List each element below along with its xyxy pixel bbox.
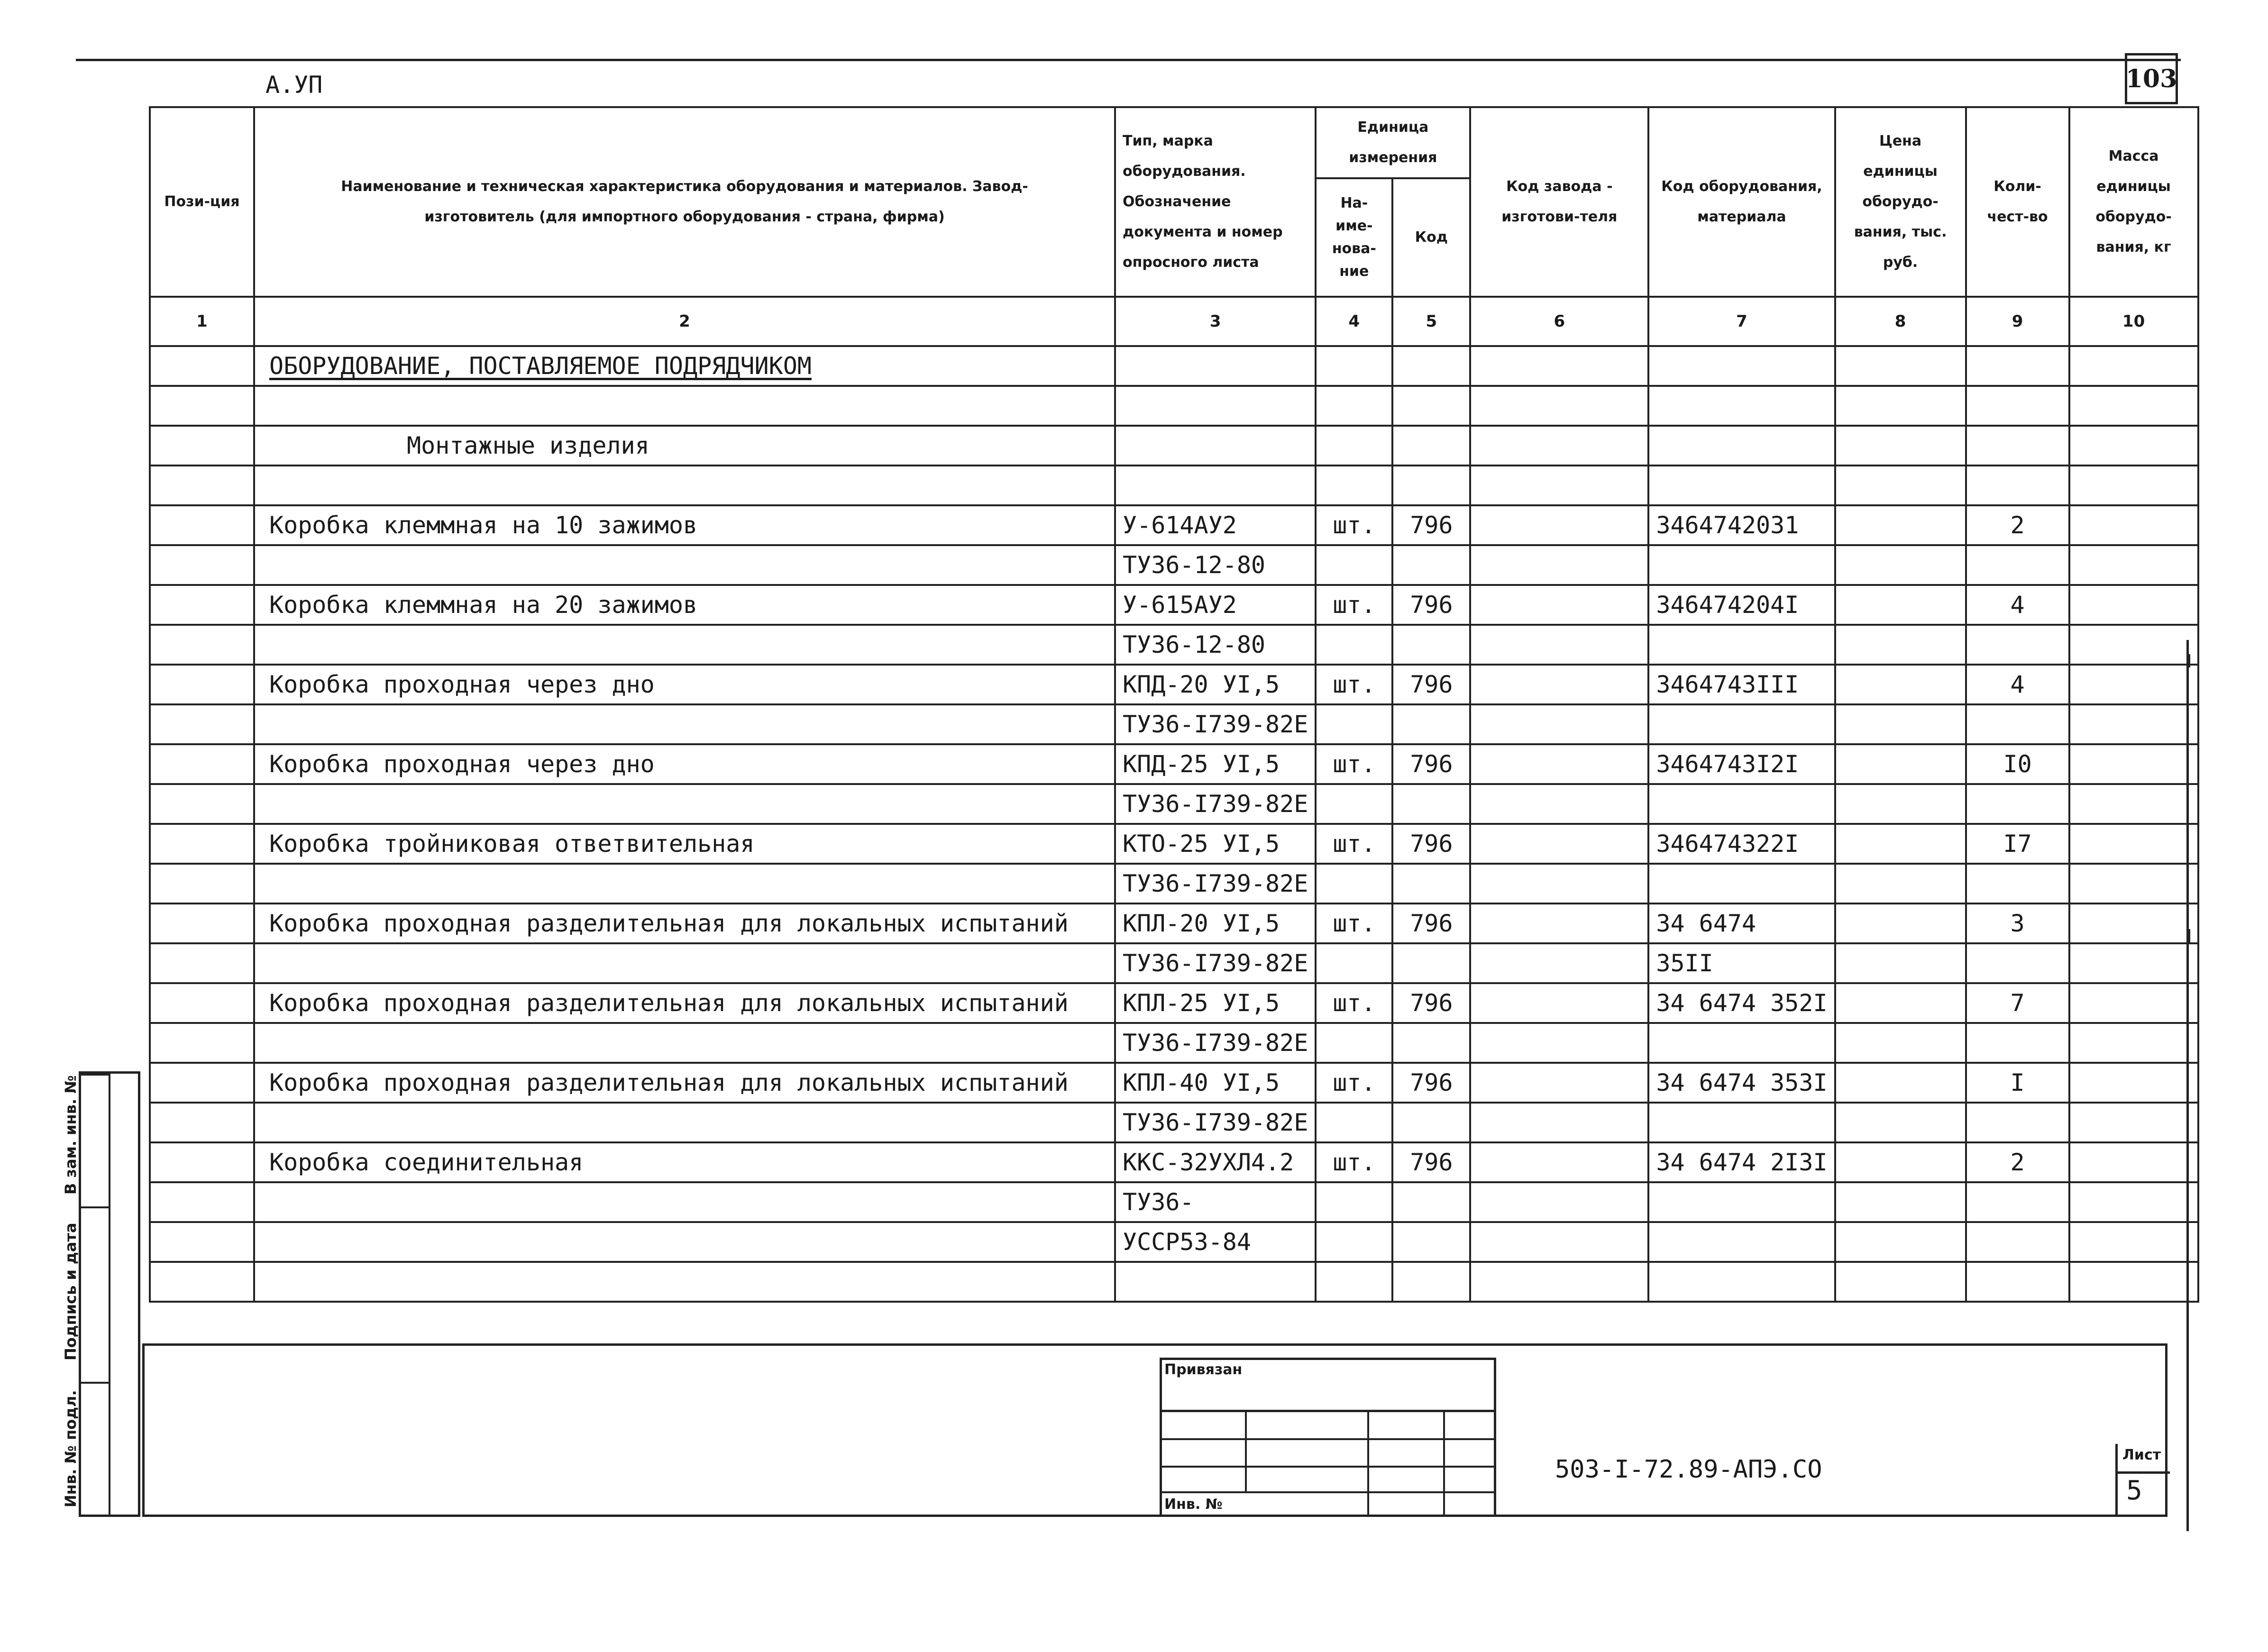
item-qty: 4 bbox=[1966, 585, 2069, 625]
bound-label: Привязан bbox=[1164, 1361, 1243, 1378]
subsection-title: Монтажные изделия bbox=[254, 426, 1115, 465]
header-position: Пози-ция bbox=[150, 107, 254, 297]
blank-row bbox=[150, 465, 2198, 505]
item-type: КПД-20 УI,5 bbox=[1115, 665, 1316, 704]
sheet-number: 5 bbox=[2126, 1475, 2142, 1506]
item-equip-code: 346474204I bbox=[1648, 585, 1835, 625]
item-equip-code: 346474322I bbox=[1648, 824, 1835, 864]
table-row bbox=[150, 625, 2198, 665]
item-type-doc: ТУ36-I739-82Е bbox=[1115, 784, 1316, 824]
table-row bbox=[150, 1142, 2198, 1182]
item-type-doc: ТУ36-I739-82Е bbox=[1115, 1103, 1316, 1142]
table-row bbox=[150, 864, 2198, 904]
header-equip-code: Код оборудования, материала bbox=[1648, 107, 1835, 297]
item-equip-code: 34 6474 2I3I bbox=[1648, 1142, 1835, 1182]
item-code: 796 bbox=[1392, 983, 1470, 1023]
column-number: 1 bbox=[150, 297, 254, 346]
margin-tick bbox=[2186, 654, 2190, 667]
item-qty: 2 bbox=[1966, 505, 2069, 545]
item-type-doc: УССР53-84 bbox=[1115, 1222, 1316, 1262]
table-row bbox=[150, 505, 2198, 545]
item-type-doc: ТУ36-I739-82Е bbox=[1115, 864, 1316, 904]
left-stamp-strip bbox=[79, 1071, 140, 1517]
item-code: 796 bbox=[1392, 1063, 1470, 1103]
item-type-doc: ТУ36-12-80 bbox=[1115, 545, 1316, 585]
item-unit: шт. bbox=[1316, 1142, 1392, 1182]
column-number: 10 bbox=[2069, 297, 2198, 346]
item-type-doc: ТУ36-I739-82Е bbox=[1115, 704, 1316, 744]
blank-row bbox=[150, 386, 2198, 426]
top-border-line bbox=[76, 59, 2181, 61]
item-equip-code: 3464743I2I bbox=[1648, 744, 1835, 784]
column-number: 6 bbox=[1470, 297, 1648, 346]
side-label-inv-no: Инв. № подл. bbox=[62, 1390, 80, 1507]
item-unit: шт. bbox=[1316, 505, 1392, 545]
column-number: 5 bbox=[1392, 297, 1470, 346]
item-code: 796 bbox=[1392, 904, 1470, 943]
table-row bbox=[150, 943, 2198, 983]
item-equip-code: 34 6474 353I bbox=[1648, 1063, 1835, 1103]
header-maker-code: Код завода - изготови-теля bbox=[1470, 107, 1648, 297]
item-equip-code: 34647420З1 bbox=[1648, 505, 1835, 545]
section-row bbox=[150, 346, 2198, 386]
table-row bbox=[150, 744, 2198, 784]
item-name: Коробка проходная через дно bbox=[254, 744, 1115, 784]
margin-tick bbox=[2186, 929, 2190, 942]
section-title: ОБОРУДОВАНИЕ, ПОСТАВЛЯЕМОЕ ПОДРЯДЧИКОМ bbox=[269, 352, 812, 380]
item-type-doc: ТУ36-I739-82Е bbox=[1115, 943, 1316, 983]
header-unit-code: Код bbox=[1392, 178, 1470, 297]
header-unit: Единица измерения bbox=[1316, 107, 1470, 178]
item-qty: I bbox=[1966, 1063, 2069, 1103]
sheet-mark: 103 bbox=[2125, 53, 2178, 104]
item-type: КТО-25 УI,5 bbox=[1115, 824, 1316, 864]
header-mass: Масса единицы оборудо-вания, кг bbox=[2069, 107, 2198, 297]
item-equip-code-cont: 35II bbox=[1648, 943, 1835, 983]
table-row bbox=[150, 1222, 2198, 1262]
item-code: 796 bbox=[1392, 505, 1470, 545]
item-type-doc: ТУ36-12-80 bbox=[1115, 625, 1316, 665]
item-type: У-615АУ2 bbox=[1115, 585, 1316, 625]
column-number: 2 bbox=[254, 297, 1115, 346]
item-code: 796 bbox=[1392, 744, 1470, 784]
column-number-row bbox=[150, 297, 2198, 346]
item-type-doc: ТУ36-I739-82Е bbox=[1115, 1023, 1316, 1063]
subsection-row bbox=[150, 426, 2198, 465]
blank-row bbox=[150, 1262, 2198, 1302]
item-code: 796 bbox=[1392, 665, 1470, 704]
item-qty: I7 bbox=[1966, 824, 2069, 864]
table-row bbox=[150, 1103, 2198, 1142]
doc-code: А.УП bbox=[265, 71, 323, 99]
item-qty: 7 bbox=[1966, 983, 2069, 1023]
side-label-sign-date: Подпись и дата bbox=[62, 1223, 80, 1360]
item-unit: шт. bbox=[1316, 904, 1392, 943]
item-name: Коробка клеммная на 20 зажимов bbox=[254, 585, 1115, 625]
item-type: ККС-32УХЛ4.2 bbox=[1115, 1142, 1316, 1182]
item-type: КПЛ-25 УI,5 bbox=[1115, 983, 1316, 1023]
designation-code: 503-I-72.89-АПЭ.СО bbox=[1555, 1455, 1822, 1484]
item-type: КПД-25 УI,5 bbox=[1115, 744, 1316, 784]
item-type-doc: ТУ36- bbox=[1115, 1182, 1316, 1222]
sheet-number-box bbox=[2115, 1444, 2167, 1517]
item-type: У-614АУ2 bbox=[1115, 505, 1316, 545]
header-unit-name: На-име-нова-ние bbox=[1316, 178, 1392, 297]
item-qty: I0 bbox=[1966, 744, 2069, 784]
column-number: 9 bbox=[1966, 297, 2069, 346]
item-equip-code: 34 6474 bbox=[1648, 904, 1835, 943]
header-price: Цена единицы оборудо-вания, тыс. руб. bbox=[1835, 107, 1966, 297]
side-label-replace-inv: В зам. инв. № bbox=[62, 1075, 80, 1195]
item-unit: шт. bbox=[1316, 585, 1392, 625]
inv-label: Инв. № bbox=[1164, 1496, 1223, 1513]
table-row bbox=[150, 784, 2198, 824]
item-name: Коробка тройниковая ответвительная bbox=[254, 824, 1115, 864]
table-row bbox=[150, 585, 2198, 625]
table-row bbox=[150, 1182, 2198, 1222]
item-qty: 2 bbox=[1966, 1142, 2069, 1182]
column-number: 3 bbox=[1115, 297, 1316, 346]
table-row bbox=[150, 665, 2198, 704]
header-qty: Коли-чест-во bbox=[1966, 107, 2069, 297]
table-row bbox=[150, 904, 2198, 943]
item-unit: шт. bbox=[1316, 983, 1392, 1023]
title-block bbox=[142, 1343, 2167, 1517]
item-name: Коробка проходная разделительная для локальных испытаний bbox=[254, 983, 1115, 1023]
binding-stamp bbox=[1160, 1358, 1496, 1517]
column-number: 7 bbox=[1648, 297, 1835, 346]
item-unit: шт. bbox=[1316, 744, 1392, 784]
item-name: Коробка проходная разделительная для локальных испытаний bbox=[254, 1063, 1115, 1103]
table-row bbox=[150, 1063, 2198, 1103]
item-type: КПЛ-20 УI,5 bbox=[1115, 904, 1316, 943]
item-code: 796 bbox=[1392, 824, 1470, 864]
item-name: Коробка клеммная на 10 зажимов bbox=[254, 505, 1115, 545]
item-unit: шт. bbox=[1316, 1063, 1392, 1103]
item-unit: шт. bbox=[1316, 824, 1392, 864]
item-code: 796 bbox=[1392, 1142, 1470, 1182]
table-row bbox=[150, 1023, 2198, 1063]
table-row bbox=[150, 545, 2198, 585]
table-row bbox=[150, 704, 2198, 744]
item-equip-code: 34 6474 352I bbox=[1648, 983, 1835, 1023]
column-number: 8 bbox=[1835, 297, 1966, 346]
item-name: Коробка соединительная bbox=[254, 1142, 1115, 1182]
item-equip-code: 3464743III bbox=[1648, 665, 1835, 704]
item-type: КПЛ-40 УI,5 bbox=[1115, 1063, 1316, 1103]
table-row bbox=[150, 824, 2198, 864]
item-name: Коробка проходная через дно bbox=[254, 665, 1115, 704]
right-margin-line bbox=[2186, 640, 2189, 1531]
table-row bbox=[150, 983, 2198, 1023]
sheet-label: Лист bbox=[2122, 1447, 2161, 1463]
item-code: 796 bbox=[1392, 585, 1470, 625]
column-number: 4 bbox=[1316, 297, 1392, 346]
item-qty: 3 bbox=[1966, 904, 2069, 943]
item-unit: шт. bbox=[1316, 665, 1392, 704]
header-type: Тип, марка оборудования. Обозначение документа и номер опросного листа bbox=[1115, 107, 1316, 297]
specification-table bbox=[149, 106, 2199, 1303]
header-name: Наименование и техническая характеристика оборудования и материалов. Завод-изготовитель (для импортного оборудования - страна, фирма) bbox=[254, 107, 1115, 297]
item-qty: 4 bbox=[1966, 665, 2069, 704]
item-name: Коробка проходная разделительная для локальных испытаний bbox=[254, 904, 1115, 943]
